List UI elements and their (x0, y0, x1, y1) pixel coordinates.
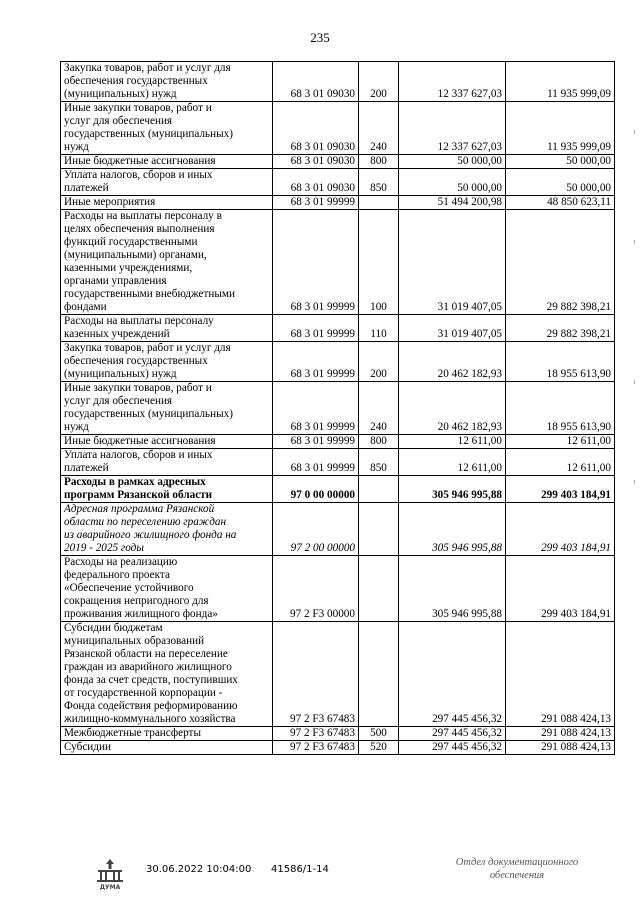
table-row (61, 741, 615, 755)
expense-name-cell (61, 169, 273, 196)
expense-name-line: Субсидии бюджетам (64, 622, 163, 634)
expense-name-line: жилищно-коммунального хозяйства (64, 713, 236, 725)
table-row (61, 196, 615, 210)
amount-year2-cell: 18 955 613,90 (506, 382, 615, 435)
expense-name-line: Фонда содействия реформированию (64, 700, 238, 712)
classification-code-cell: 97 2 F3 67483 (273, 622, 359, 727)
amount-year2-cell: 50 000,00 (506, 155, 615, 169)
table-row (61, 449, 615, 476)
expense-name-line: программ Рязанской области (64, 489, 213, 501)
expense-name-line: платежей (64, 462, 109, 474)
expense-name-line: (муниципальными) органами, (64, 249, 207, 261)
expense-name-line: Расходы на выплаты персоналу в (64, 210, 222, 222)
expense-name-line: области по переселению граждан (64, 516, 227, 528)
classification-code-cell: 68 3 01 09030 (273, 155, 359, 169)
amount-year1-cell: 31 019 407,05 (399, 210, 506, 315)
expense-name-cell (61, 476, 273, 503)
stamp-line: обеспечения (489, 870, 545, 881)
expense-type-cell: 200 (359, 62, 399, 102)
table-row (61, 169, 615, 196)
table-row (61, 210, 615, 315)
amount-year2-cell: 48 850 623,11 (506, 196, 615, 210)
amount-year1-cell: 12 611,00 (399, 435, 506, 449)
table-row (61, 382, 615, 435)
expense-name-line: Иные закупки товаров, работ и (64, 102, 212, 114)
amount-year1-cell: 51 494 200,98 (399, 196, 506, 210)
page-number: 235 (310, 30, 330, 45)
expense-name-line: федерального проекта (64, 569, 170, 581)
expense-name-line: фонда за счет средств, поступивших (64, 674, 238, 686)
table-row (61, 556, 615, 622)
expense-type-cell: 500 (359, 727, 399, 741)
amount-year1-cell: 20 462 182,93 (399, 382, 506, 435)
amount-year2-cell: 11 935 999,09 (506, 62, 615, 102)
expense-name-line: из аварийного жилищного фонда на (64, 529, 237, 541)
svg-text:ДУМА: ДУМА (99, 884, 121, 891)
classification-code-cell: 68 3 01 99999 (273, 196, 359, 210)
expense-name-line: муниципальных образований (64, 635, 205, 647)
classification-code-cell: 68 3 01 99999 (273, 315, 359, 342)
stamp-line: Отдел документационного (455, 857, 579, 868)
expense-name-line: Иные бюджетные ассигнования (64, 155, 216, 167)
expense-name-line: Расходы на выплаты персоналу (64, 315, 214, 327)
expense-name-line: Закупка товаров, работ и услуг для (64, 342, 231, 354)
amount-year1-cell: 20 462 182,93 (399, 342, 506, 382)
expense-name-cell (61, 622, 273, 727)
amount-year1-cell: 12 611,00 (399, 449, 506, 476)
classification-code-cell: 97 2 F3 67483 (273, 741, 359, 755)
amount-year2-cell: 11 935 999,09 (506, 102, 615, 155)
expense-name-line: «Обеспечение устойчивого (64, 582, 194, 594)
amount-year1-cell: 305 946 995,88 (399, 476, 506, 503)
expense-name-line: Закупка товаров, работ и услуг для (64, 62, 231, 74)
expense-name-line: государственными внебюджетными (64, 288, 235, 300)
table-row (61, 315, 615, 342)
footer-timestamp: 30.06.2022 10:04:00 (146, 864, 252, 875)
amount-year2-cell: 291 088 424,13 (506, 622, 615, 727)
table-row (61, 155, 615, 169)
expense-name-cell (61, 435, 273, 449)
classification-code-cell: 68 3 01 99999 (273, 210, 359, 315)
table-row (61, 435, 615, 449)
expense-name-line: государственных (муниципальных) (64, 408, 233, 420)
expense-name-line: органами управления (64, 275, 167, 287)
amount-year1-cell: 305 946 995,88 (399, 556, 506, 622)
expense-name-cell (61, 210, 273, 315)
expense-name-line: Уплата налогов, сборов и иных (64, 169, 213, 181)
expense-name-line: сокращения непригодного для (64, 595, 209, 607)
expense-name-line: проживания жилищного фонда» (64, 608, 218, 620)
amount-year1-cell: 50 000,00 (399, 169, 506, 196)
amount-year1-cell: 12 337 627,03 (399, 102, 506, 155)
expense-name-line: граждан из аварийного жилищного (64, 661, 232, 673)
expense-name-line: государственных (муниципальных) (64, 128, 233, 140)
expense-name-line: 2019 - 2025 годы (64, 542, 144, 554)
expense-name-line: Рязанской области на переселение (64, 648, 228, 660)
budget-table-body (61, 62, 615, 755)
expense-type-cell (359, 503, 399, 556)
expense-name-line: (муниципальных) нужд (64, 368, 177, 380)
expense-type-cell: 240 (359, 382, 399, 435)
expense-name-line: казенных учреждений (64, 328, 170, 340)
expense-name-line: услуг для обеспечения (64, 395, 173, 407)
amount-year2-cell: 12 611,00 (506, 449, 615, 476)
table-row (61, 342, 615, 382)
classification-code-cell: 97 2 F3 67483 (273, 727, 359, 741)
expense-type-cell: 850 (359, 449, 399, 476)
expense-type-cell: 100 (359, 210, 399, 315)
expense-name-cell (61, 382, 273, 435)
page-footer (0, 848, 640, 898)
amount-year2-cell: 50 000,00 (506, 169, 615, 196)
expense-name-line: от государственной корпорации - (64, 687, 223, 699)
expense-name-cell (61, 196, 273, 210)
expense-name-line: Субсидии (64, 741, 111, 753)
table-row (61, 622, 615, 727)
expense-type-cell: 850 (359, 169, 399, 196)
classification-code-cell: 68 3 01 09030 (273, 62, 359, 102)
amount-year2-cell: 29 882 398,21 (506, 315, 615, 342)
budget-table (60, 61, 615, 755)
table-row (61, 102, 615, 155)
expense-name-cell (61, 62, 273, 102)
expense-name-line: Уплата налогов, сборов и иных (64, 449, 213, 461)
footer-document-number: 41586/1-14 (271, 864, 329, 875)
expense-name-cell (61, 155, 273, 169)
expense-name-line: платежей (64, 182, 109, 194)
expense-type-cell: 200 (359, 342, 399, 382)
duma-building-logo-icon (92, 856, 128, 892)
expense-name-line: нужд (64, 421, 89, 433)
expense-type-cell: 800 (359, 435, 399, 449)
expense-name-line: нужд (64, 141, 89, 153)
classification-code-cell: 68 3 01 09030 (273, 102, 359, 155)
expense-name-line: целях обеспечения выполнения (64, 223, 215, 235)
amount-year1-cell: 305 946 995,88 (399, 503, 506, 556)
expense-type-cell (359, 556, 399, 622)
amount-year1-cell: 297 445 456,32 (399, 727, 506, 741)
classification-code-cell: 68 3 01 99999 (273, 449, 359, 476)
table-row (61, 476, 615, 503)
amount-year2-cell: 291 088 424,13 (506, 741, 615, 755)
table-row (61, 503, 615, 556)
classification-code-cell: 68 3 01 99999 (273, 342, 359, 382)
amount-year1-cell: 297 445 456,32 (399, 741, 506, 755)
table-row (61, 62, 615, 102)
expense-name-cell (61, 449, 273, 476)
expense-type-cell: 110 (359, 315, 399, 342)
department-stamp (442, 856, 592, 882)
expense-name-line: обеспечения государственных (64, 75, 208, 87)
expense-name-line: фондами (64, 301, 107, 313)
expense-type-cell: 520 (359, 741, 399, 755)
amount-year1-cell: 12 337 627,03 (399, 62, 506, 102)
classification-code-cell: 68 3 01 99999 (273, 382, 359, 435)
amount-year1-cell: 31 019 407,05 (399, 315, 506, 342)
expense-name-cell (61, 727, 273, 741)
expense-type-cell (359, 196, 399, 210)
classification-code-cell: 97 0 00 00000 (273, 476, 359, 503)
classification-code-cell: 97 2 00 00000 (273, 503, 359, 556)
amount-year2-cell: 12 611,00 (506, 435, 615, 449)
expense-name-cell (61, 503, 273, 556)
scan-edge-marks (634, 120, 636, 500)
expense-name-line: функций государственными (64, 236, 198, 248)
amount-year2-cell: 29 882 398,21 (506, 210, 615, 315)
amount-year2-cell: 299 403 184,91 (506, 556, 615, 622)
expense-name-line: обеспечения государственных (64, 355, 208, 367)
expense-name-line: Иные закупки товаров, работ и (64, 382, 212, 394)
expense-name-line: Иные бюджетные ассигнования (64, 435, 216, 447)
amount-year2-cell: 299 403 184,91 (506, 476, 615, 503)
amount-year2-cell: 18 955 613,90 (506, 342, 615, 382)
table-row (61, 727, 615, 741)
classification-code-cell: 68 3 01 99999 (273, 435, 359, 449)
expense-name-cell (61, 741, 273, 755)
expense-name-line: казенными учреждениями, (64, 262, 193, 274)
expense-type-cell: 800 (359, 155, 399, 169)
expense-name-line: Иные мероприятия (64, 196, 156, 208)
amount-year2-cell: 299 403 184,91 (506, 503, 615, 556)
expense-name-line: Межбюджетные трансферты (64, 727, 201, 739)
expense-name-cell (61, 342, 273, 382)
expense-name-line: услуг для обеспечения (64, 115, 173, 127)
classification-code-cell: 68 3 01 09030 (273, 169, 359, 196)
amount-year2-cell: 291 088 424,13 (506, 727, 615, 741)
expense-name-line: (муниципальных) нужд (64, 88, 177, 100)
expense-name-line: Расходы на реализацию (64, 556, 178, 568)
expense-name-cell (61, 102, 273, 155)
amount-year1-cell: 50 000,00 (399, 155, 506, 169)
classification-code-cell: 97 2 F3 00000 (273, 556, 359, 622)
expense-name-line: Расходы в рамках адресных (64, 476, 206, 488)
expense-type-cell (359, 622, 399, 727)
expense-name-line: Адресная программа Рязанской (64, 503, 215, 515)
expense-name-cell (61, 556, 273, 622)
expense-type-cell: 240 (359, 102, 399, 155)
expense-type-cell (359, 476, 399, 503)
expense-name-cell (61, 315, 273, 342)
amount-year1-cell: 297 445 456,32 (399, 622, 506, 727)
